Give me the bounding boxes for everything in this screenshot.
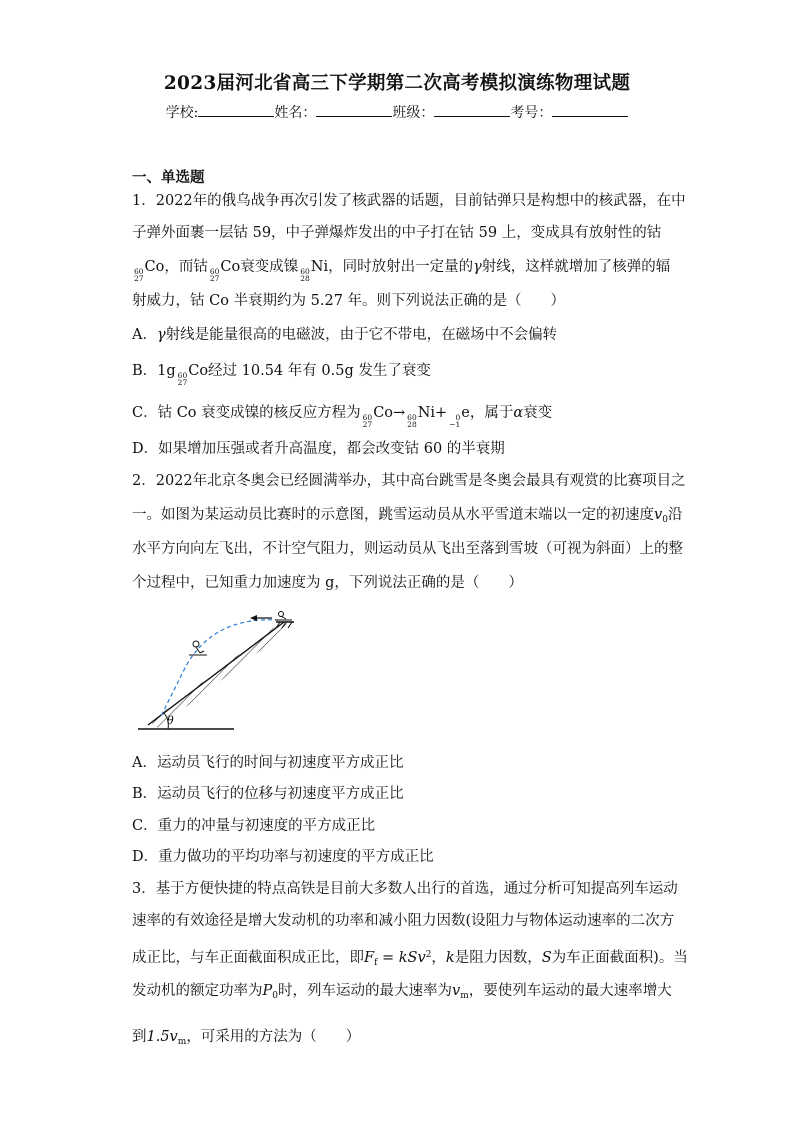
q1-line-4: 射威力，钴 Co 半衰期约为 5.27 年。则下列说法正确的是（ ） [132,293,566,309]
q3-line-5: 到$1.5v_m$，可采用的方法为（ ） [132,1029,361,1047]
theta-label: θ [167,714,174,727]
ni-nuclide-symbol: 60 28 [300,267,310,283]
class-label: 班级： [392,105,435,121]
ski-jump-diagram [134,606,304,736]
q2-option-b[interactable]: B．运动员飞行的位移与初速度平方成正比 [132,786,404,802]
q1-line-2: 子弹外面裹一层钴 59，中子弹爆炸发出的中子打在钴 59 上，变成具有放射性的钴 [132,225,662,241]
student-info-line [0,102,794,122]
q3-line-4: 发动机的额定功率为$P_0$时，列车运动的最大速率为$v_m$，要使列车运动的最大速率增大 [132,983,672,1001]
q1-line-3: 60 27 Co，而钴 60 27 Co衰变成镍 60 28 Ni，同时放射出一定量的γ射线，这样就增加了核弹的辐 [134,259,671,283]
exam-no-blank[interactable] [552,103,628,117]
school-label: 学校: [165,105,199,121]
slope-line [148,622,284,725]
q1-option-b[interactable]: B．1g 60 27 Co经过 10.54 年有 0.5g 发生了衰变 [132,363,431,387]
slope-hatching [150,620,290,728]
school-blank[interactable] [198,103,274,117]
q1-option-d[interactable]: D．如果增加压强或者升高温度，都会改变钴 60 的半衰期 [132,441,505,457]
q2-line-4: 个过程中，已知重力加速度为 g，下列说法正确的是（ ） [132,575,523,591]
q2-line-2: 一。如图为某运动员比赛时的示意图，跳雪运动员从水平雪道末端以一定的初速度$v_0$沿 [132,507,683,525]
q3-line-3: 成正比，与车正面截面积成正比，即$F_f = kSv^2$，k是阻力因数，S为车正面截面积)。当 [132,950,688,968]
q1-option-c[interactable]: C．钴 Co 衰变成镍的核反应方程为 60 27 Co→ 60 28 Ni+ 0 −1 e，属于α衰变 [132,405,553,429]
exam-title: 2023届河北省高三下学期第二次高考模拟演练物理试题 [163,73,631,94]
q1-option-a[interactable]: A．γ射线是能量很高的电磁波，由于它不带电，在磁场中不会偏转 [132,327,558,343]
skier-top-icon [275,612,292,621]
co-nuclide-symbol: 60 27 [134,267,144,283]
q2-option-a[interactable]: A．运动员飞行的时间与初速度平方成正比 [132,755,404,771]
q2-line-3: 水平方向向左飞出，不计空气阻力，则运动员从飞出至落到雪坡（可视为斜面）上的整 [132,541,683,557]
section-heading: 一、单选题 [132,169,205,186]
class-blank[interactable] [434,103,510,117]
co-nuclide-symbol-2: 60 27 [209,267,220,283]
q2-option-c[interactable]: C．重力的冲量与初速度的平方成正比 [132,818,376,834]
q3-line-1: 3．基于方便快捷的特点高铁是目前大多数人出行的首选，通过分析可知提高列车运动 [132,881,678,897]
q3-line-2: 速率的有效途径是增大发动机的功率和减小阻力因数(设阻力与物体运动速率的二次方 [132,913,675,929]
q1-line-1: 1．2022年的俄乌战争再次引发了核武器的话题，目前钴弹只是构想中的核武器，在中 [132,193,686,209]
name-blank[interactable] [316,103,392,117]
name-label: 姓名： [274,105,317,121]
q2-option-d[interactable]: D．重力做功的平均功率与初速度的平方成正比 [132,849,434,865]
q2-line-1: 2．2022年北京冬奥会已经圆满举办，其中高台跳雪是冬奥会最具有观赏的比赛项目之 [132,473,686,489]
exam-no-label: 考号： [510,105,553,121]
